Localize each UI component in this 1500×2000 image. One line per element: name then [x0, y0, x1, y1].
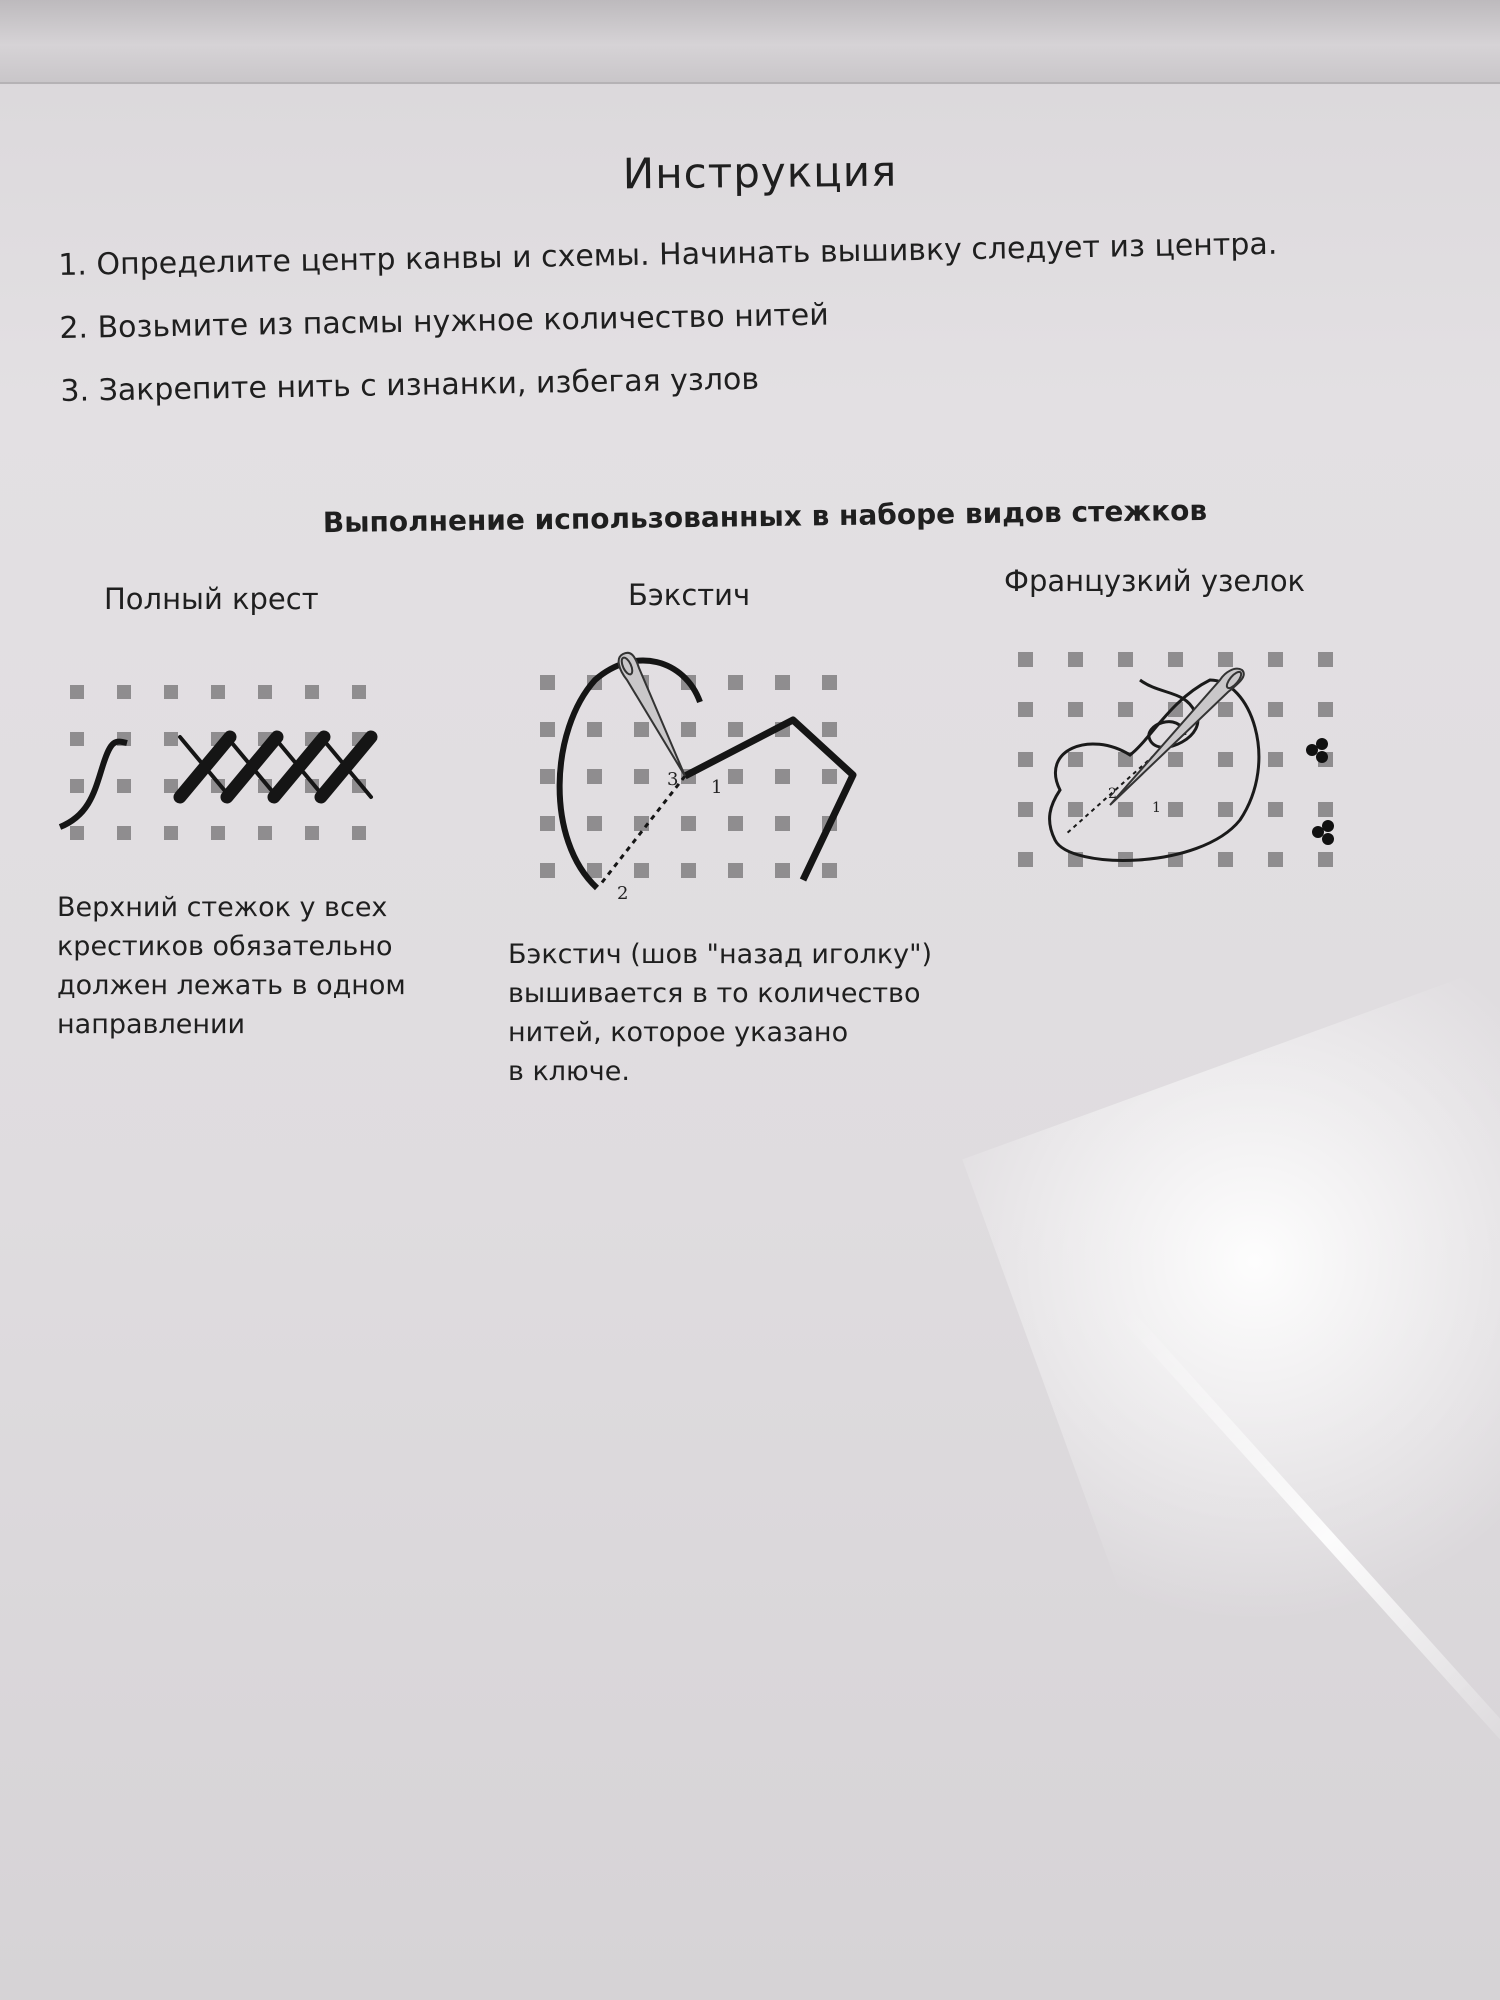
canvas-hole: [1268, 802, 1283, 817]
canvas-hole: [1168, 752, 1183, 767]
stitch-title-cross: Полный крест: [104, 582, 319, 616]
cross-stitches: [180, 737, 371, 797]
canvas-hole: [1068, 702, 1083, 717]
step-item: 3. Закрепите нить с изнанки, избегая узлов: [60, 361, 760, 409]
caption-line: должен лежать в одном: [57, 970, 406, 1001]
canvas-hole: [1018, 852, 1033, 867]
canvas-hole: [681, 722, 696, 737]
thread-line: [560, 660, 700, 888]
french-knot-diagram: [1010, 640, 1370, 920]
canvas-hole: [1068, 752, 1083, 767]
caption-line: нитей, которое указано: [508, 1017, 849, 1048]
canvas-hole: [540, 769, 555, 784]
caption-line: Бэкстич (шов "назад иголку"): [508, 939, 933, 970]
canvas-hole: [728, 675, 743, 690]
canvas-hole: [634, 863, 649, 878]
stitch-title-french-knot: Французкий узелок: [1004, 564, 1306, 598]
step-item: 2. Возьмите из пасмы нужное количество нитей: [59, 297, 830, 346]
canvas-hole: [587, 769, 602, 784]
canvas-hole: [70, 779, 84, 793]
point-label: 1: [1152, 800, 1161, 816]
canvas-hole: [587, 722, 602, 737]
page-title: Инструкция: [622, 146, 898, 199]
caption-line: Верхний стежок у всех: [57, 892, 388, 923]
caption-line: в ключе.: [508, 1056, 630, 1087]
canvas-hole: [1018, 652, 1033, 667]
canvas-hole: [1218, 852, 1233, 867]
backstitch-diagram: [535, 640, 865, 910]
canvas-hole: [164, 779, 178, 793]
canvas-hole: [258, 685, 272, 699]
canvas-hole: [117, 685, 131, 699]
canvas-hole: [1318, 852, 1333, 867]
canvas-hole: [728, 816, 743, 831]
canvas-hole: [1018, 802, 1033, 817]
canvas-hole: [822, 675, 837, 690]
canvas-hole: [1268, 752, 1283, 767]
canvas-hole: [1268, 652, 1283, 667]
canvas-hole: [1068, 652, 1083, 667]
canvas-hole: [1168, 802, 1183, 817]
canvas-hole: [1168, 652, 1183, 667]
canvas-hole: [211, 826, 225, 840]
canvas-hole: [822, 863, 837, 878]
canvas-hole: [775, 675, 790, 690]
canvas-hole: [1118, 702, 1133, 717]
canvas-hole: [1268, 852, 1283, 867]
needle-icon: [1110, 669, 1244, 805]
canvas-hole: [775, 769, 790, 784]
point-label: 2: [1108, 786, 1117, 802]
backstitch-line: [685, 720, 853, 880]
canvas-hole: [1018, 702, 1033, 717]
canvas-hole: [164, 732, 178, 746]
instruction-steps: [58, 225, 1381, 437]
canvas-hole: [1218, 752, 1233, 767]
canvas-hole: [1318, 702, 1333, 717]
canvas-hole: [587, 816, 602, 831]
canvas-hole: [775, 816, 790, 831]
canvas-hole: [1218, 652, 1233, 667]
canvas-hole: [540, 816, 555, 831]
caption-backstitch: [508, 935, 932, 1091]
canvas-hole: [728, 769, 743, 784]
canvas-hole: [1218, 802, 1233, 817]
point-label: 1: [711, 777, 723, 798]
canvas-hole: [1268, 702, 1283, 717]
canvas-hole: [728, 863, 743, 878]
canvas-hole: [164, 826, 178, 840]
canvas-hole: [775, 863, 790, 878]
point-label: 2: [617, 883, 629, 904]
canvas-hole: [822, 769, 837, 784]
canvas-hole: [634, 769, 649, 784]
caption-line: крестиков обязательно: [57, 931, 393, 962]
stitch-title-backstitch: Бэкстич: [628, 578, 751, 612]
canvas-grid: [1018, 652, 1333, 867]
canvas-hole: [70, 826, 84, 840]
canvas-hole: [70, 732, 84, 746]
canvas-grid: [70, 685, 366, 840]
canvas-hole: [258, 826, 272, 840]
cross-stitch-diagram: [55, 675, 385, 855]
caption-cross: [57, 888, 406, 1044]
canvas-hole: [540, 675, 555, 690]
canvas-hole: [70, 685, 84, 699]
step-item: 1. Определите центр канвы и схемы. Начинать вышивку следует из центра.: [58, 226, 1278, 283]
section-subtitle: Выполнение использованных в наборе видов стежков: [322, 493, 1208, 540]
canvas-hole: [1218, 702, 1233, 717]
canvas-hole: [1018, 752, 1033, 767]
canvas-hole: [1118, 802, 1133, 817]
canvas-hole: [540, 722, 555, 737]
canvas-hole: [1118, 652, 1133, 667]
canvas-hole: [728, 722, 743, 737]
canvas-hole: [540, 863, 555, 878]
caption-line: вышивается в то количество: [508, 978, 921, 1009]
canvas-hole: [1068, 802, 1083, 817]
plastic-bag-edge: [0, 0, 1500, 84]
canvas-hole: [1318, 802, 1333, 817]
canvas-hole: [305, 826, 319, 840]
canvas-hole: [352, 685, 366, 699]
point-label: 3: [667, 769, 679, 790]
canvas-hole: [822, 722, 837, 737]
canvas-hole: [117, 826, 131, 840]
canvas-hole: [305, 685, 319, 699]
canvas-hole: [352, 826, 366, 840]
canvas-hole: [211, 685, 225, 699]
canvas-hole: [164, 685, 178, 699]
canvas-hole: [117, 779, 131, 793]
canvas-hole: [681, 816, 696, 831]
canvas-hole: [681, 863, 696, 878]
canvas-hole: [634, 722, 649, 737]
caption-line: направлении: [57, 1009, 246, 1040]
canvas-hole: [1318, 652, 1333, 667]
